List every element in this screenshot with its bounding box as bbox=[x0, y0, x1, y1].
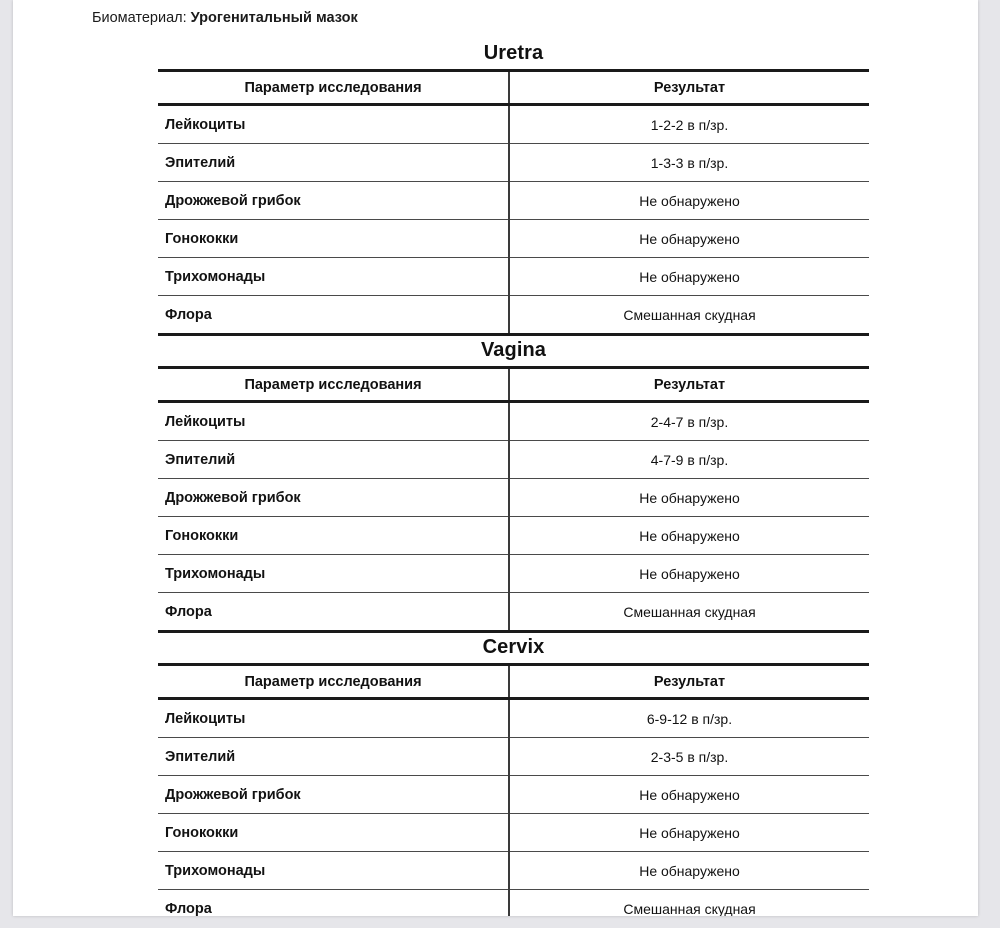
cell-parameter: Эпителий bbox=[158, 738, 509, 776]
cell-parameter: Эпителий bbox=[158, 144, 509, 182]
cell-result: Не обнаружено bbox=[509, 220, 869, 258]
cell-parameter: Лейкоциты bbox=[158, 402, 509, 441]
cell-result: 2-4-7 в п/зр. bbox=[509, 402, 869, 441]
cell-parameter: Флора bbox=[158, 296, 509, 335]
cell-result: 6-9-12 в п/зр. bbox=[509, 699, 869, 738]
cell-result: Смешанная скудная bbox=[509, 890, 869, 917]
cell-parameter: Флора bbox=[158, 890, 509, 917]
table-row bbox=[158, 890, 869, 917]
table-row bbox=[158, 699, 869, 738]
cell-result: Не обнаружено bbox=[509, 776, 869, 814]
table-header-row bbox=[158, 71, 869, 105]
cell-parameter: Флора bbox=[158, 593, 509, 632]
cell-result: 4-7-9 в п/зр. bbox=[509, 441, 869, 479]
report-page bbox=[13, 0, 978, 916]
table-row bbox=[158, 814, 869, 852]
results-table bbox=[158, 366, 869, 633]
cell-result: Не обнаружено bbox=[509, 555, 869, 593]
biomaterial-line bbox=[92, 9, 358, 27]
cell-parameter: Гонококки bbox=[158, 220, 509, 258]
sections-container bbox=[158, 38, 869, 916]
cell-result: Не обнаружено bbox=[509, 182, 869, 220]
table-row bbox=[158, 402, 869, 441]
table-row bbox=[158, 441, 869, 479]
cell-parameter: Гонококки bbox=[158, 517, 509, 555]
table-row bbox=[158, 220, 869, 258]
section-title: Uretra bbox=[483, 42, 544, 64]
cell-result: 1-2-2 в п/зр. bbox=[509, 105, 869, 144]
column-header-parameter: Параметр исследования bbox=[158, 368, 509, 402]
table-row bbox=[158, 738, 869, 776]
section-title: Cervix bbox=[482, 636, 545, 658]
cell-result: 2-3-5 в п/зр. bbox=[509, 738, 869, 776]
cell-parameter: Трихомонады bbox=[158, 555, 509, 593]
cell-parameter: Дрожжевой грибок bbox=[158, 479, 509, 517]
cell-parameter: Дрожжевой грибок bbox=[158, 182, 509, 220]
table-row bbox=[158, 852, 869, 890]
cell-parameter: Эпителий bbox=[158, 441, 509, 479]
biomaterial-label: Биоматериал: bbox=[92, 10, 187, 26]
table-row bbox=[158, 258, 869, 296]
column-header-result: Результат bbox=[509, 368, 869, 402]
section-cervix bbox=[158, 633, 869, 916]
cell-result: Не обнаружено bbox=[509, 479, 869, 517]
table-row bbox=[158, 144, 869, 182]
column-header-result: Результат bbox=[509, 665, 869, 699]
cell-result: Не обнаружено bbox=[509, 517, 869, 555]
biomaterial-value: Урогенитальный мазок bbox=[190, 10, 358, 26]
cell-parameter: Лейкоциты bbox=[158, 105, 509, 144]
section-uretra bbox=[158, 38, 869, 336]
section-vagina bbox=[158, 336, 869, 633]
cell-result: Не обнаружено bbox=[509, 258, 869, 296]
section-title: Vagina bbox=[480, 339, 547, 361]
cell-result: 1-3-3 в п/зр. bbox=[509, 144, 869, 182]
table-row bbox=[158, 182, 869, 220]
column-header-parameter: Параметр исследования bbox=[158, 665, 509, 699]
column-header-parameter: Параметр исследования bbox=[158, 71, 509, 105]
table-row bbox=[158, 296, 869, 335]
table-row bbox=[158, 479, 869, 517]
table-row bbox=[158, 105, 869, 144]
cell-result: Смешанная скудная bbox=[509, 296, 869, 335]
table-header-row bbox=[158, 368, 869, 402]
cell-result: Не обнаружено bbox=[509, 814, 869, 852]
table-row bbox=[158, 593, 869, 632]
cell-parameter: Трихомонады bbox=[158, 852, 509, 890]
cell-parameter: Гонококки bbox=[158, 814, 509, 852]
cell-parameter: Дрожжевой грибок bbox=[158, 776, 509, 814]
cell-result: Смешанная скудная bbox=[509, 593, 869, 632]
table-row bbox=[158, 776, 869, 814]
results-table bbox=[158, 69, 869, 336]
table-header-row bbox=[158, 665, 869, 699]
cell-result: Не обнаружено bbox=[509, 852, 869, 890]
results-table bbox=[158, 663, 869, 916]
column-header-result: Результат bbox=[509, 71, 869, 105]
table-row bbox=[158, 555, 869, 593]
cell-parameter: Лейкоциты bbox=[158, 699, 509, 738]
table-row bbox=[158, 517, 869, 555]
cell-parameter: Трихомонады bbox=[158, 258, 509, 296]
